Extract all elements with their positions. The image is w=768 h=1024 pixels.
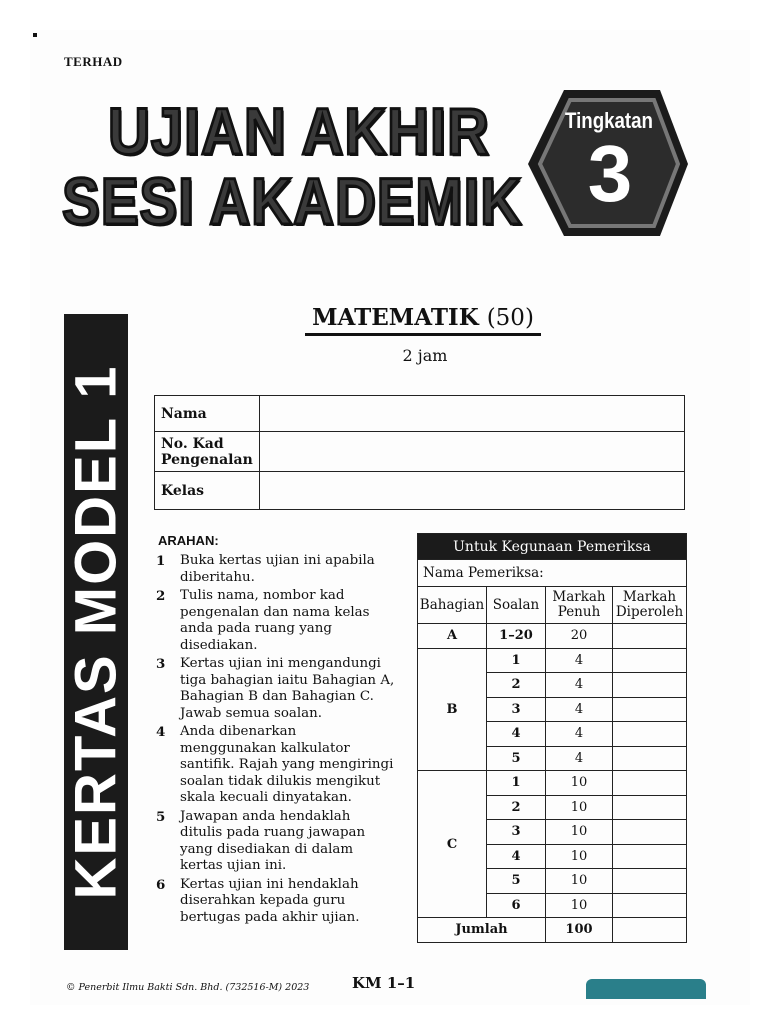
marks-obtained-cell[interactable]: [613, 771, 687, 796]
marks-obtained-cell[interactable]: [613, 893, 687, 918]
subject-name: MATEMATIK: [312, 304, 479, 331]
table-row: 3 4: [418, 697, 687, 722]
side-banner-label: KERTAS MODEL 1: [63, 364, 129, 900]
badge-number: 3: [587, 129, 633, 218]
section-cell: B: [418, 648, 487, 771]
instruction-item: 6 Kertas ujian ini hendaklah diserahkan kepada guru bertugas pada akhir ujian.: [156, 876, 360, 925]
info-label-name: Nama: [155, 396, 260, 432]
name-field[interactable]: [259, 396, 684, 432]
instruction-item: 4 Anda dibenarkan menggunakan kalkulator santifik. Rajah yang mengiringi soalan tidak dilukis mengikut skala kecuali dinyatakan.: [156, 724, 394, 805]
title-line-2: SESI AKADEMIK: [62, 164, 523, 238]
table-row: B 1 4: [418, 648, 687, 673]
badge-label: Tingkatan: [564, 108, 653, 133]
marks-obtained-cell[interactable]: [613, 820, 687, 845]
instructions-title: ARAHAN:: [158, 533, 219, 548]
classification-label: TERHAD: [64, 54, 123, 69]
table-row: 6 10: [418, 893, 687, 918]
instruction-item: 5 Jawapan anda hendaklah ditulis pada ruang jawapan yang disediakan di dalam kertas ujian ini.: [156, 808, 366, 873]
table-row: 4 10: [418, 844, 687, 869]
exam-duration: 2 jam: [402, 346, 448, 365]
table-row: 2 10: [418, 795, 687, 820]
col-header-question: Soalan: [487, 587, 546, 624]
marks-obtained-cell[interactable]: [613, 746, 687, 771]
table-row: C 1 10: [418, 771, 687, 796]
section-cell: C: [418, 771, 487, 918]
title-line-1: UJIAN AKHIR: [108, 94, 490, 168]
marks-obtained-cell[interactable]: [613, 722, 687, 747]
col-header-section: Bahagian: [418, 587, 487, 624]
table-row: 5 4: [418, 746, 687, 771]
page-code: KM 1–1: [352, 974, 416, 992]
total-value: 100: [546, 918, 613, 943]
marks-obtained-cell[interactable]: [613, 844, 687, 869]
instruction-item: 3 Kertas ujian ini mengandungi tiga bahagian iaitu Bahagian A, Bahagian B dan Bahagian C. Jawab semua soalan.: [156, 656, 395, 721]
info-label-ic: No. Kad Pengenalan: [155, 432, 260, 472]
ic-number-field[interactable]: [259, 432, 684, 472]
subject-title: [303, 304, 543, 331]
marks-obtained-cell[interactable]: [613, 624, 687, 649]
examiner-name-field[interactable]: Nama Pemeriksa:: [418, 560, 687, 587]
col-header-full-marks: Markah Penuh: [546, 587, 613, 624]
copyright-notice: © Penerbit Ilmu Bakti Sdn. Bhd. (732516-M) 2023: [66, 982, 310, 993]
scan-mark: [33, 33, 37, 37]
table-row: 3 10: [418, 820, 687, 845]
class-field[interactable]: [259, 472, 684, 510]
instructions-list: [156, 553, 396, 928]
total-row: [418, 918, 687, 943]
section-cell: A: [418, 624, 487, 649]
total-obtained-cell[interactable]: [613, 918, 687, 943]
marks-obtained-cell[interactable]: [613, 673, 687, 698]
col-header-marks-obtained: Markah Diperoleh: [613, 587, 687, 624]
instruction-item: 1 Buka kertas ujian ini apabila diberitahu.: [156, 553, 375, 585]
examiner-table: [417, 533, 687, 943]
subject-underline: [305, 333, 541, 336]
instruction-item: 2 Tulis nama, nombor kad pengenalan dan nama kelas anda pada ruang yang disediakan.: [156, 588, 370, 653]
table-row: 2 4: [418, 673, 687, 698]
subject-code: (50): [486, 305, 534, 331]
marks-obtained-cell[interactable]: [613, 648, 687, 673]
table-row: 4 4: [418, 722, 687, 747]
table-row: A 1–20 20: [418, 624, 687, 649]
marks-obtained-cell[interactable]: [613, 697, 687, 722]
marks-obtained-cell[interactable]: [613, 869, 687, 894]
floating-tab-button[interactable]: [586, 979, 706, 999]
student-info-table: [154, 395, 685, 510]
info-label-class: Kelas: [155, 472, 260, 510]
examiner-table-title: Untuk Kegunaan Pemeriksa: [418, 534, 687, 560]
table-row: 5 10: [418, 869, 687, 894]
marks-obtained-cell[interactable]: [613, 795, 687, 820]
form-badge: [522, 86, 692, 241]
total-label: Jumlah: [418, 918, 546, 943]
